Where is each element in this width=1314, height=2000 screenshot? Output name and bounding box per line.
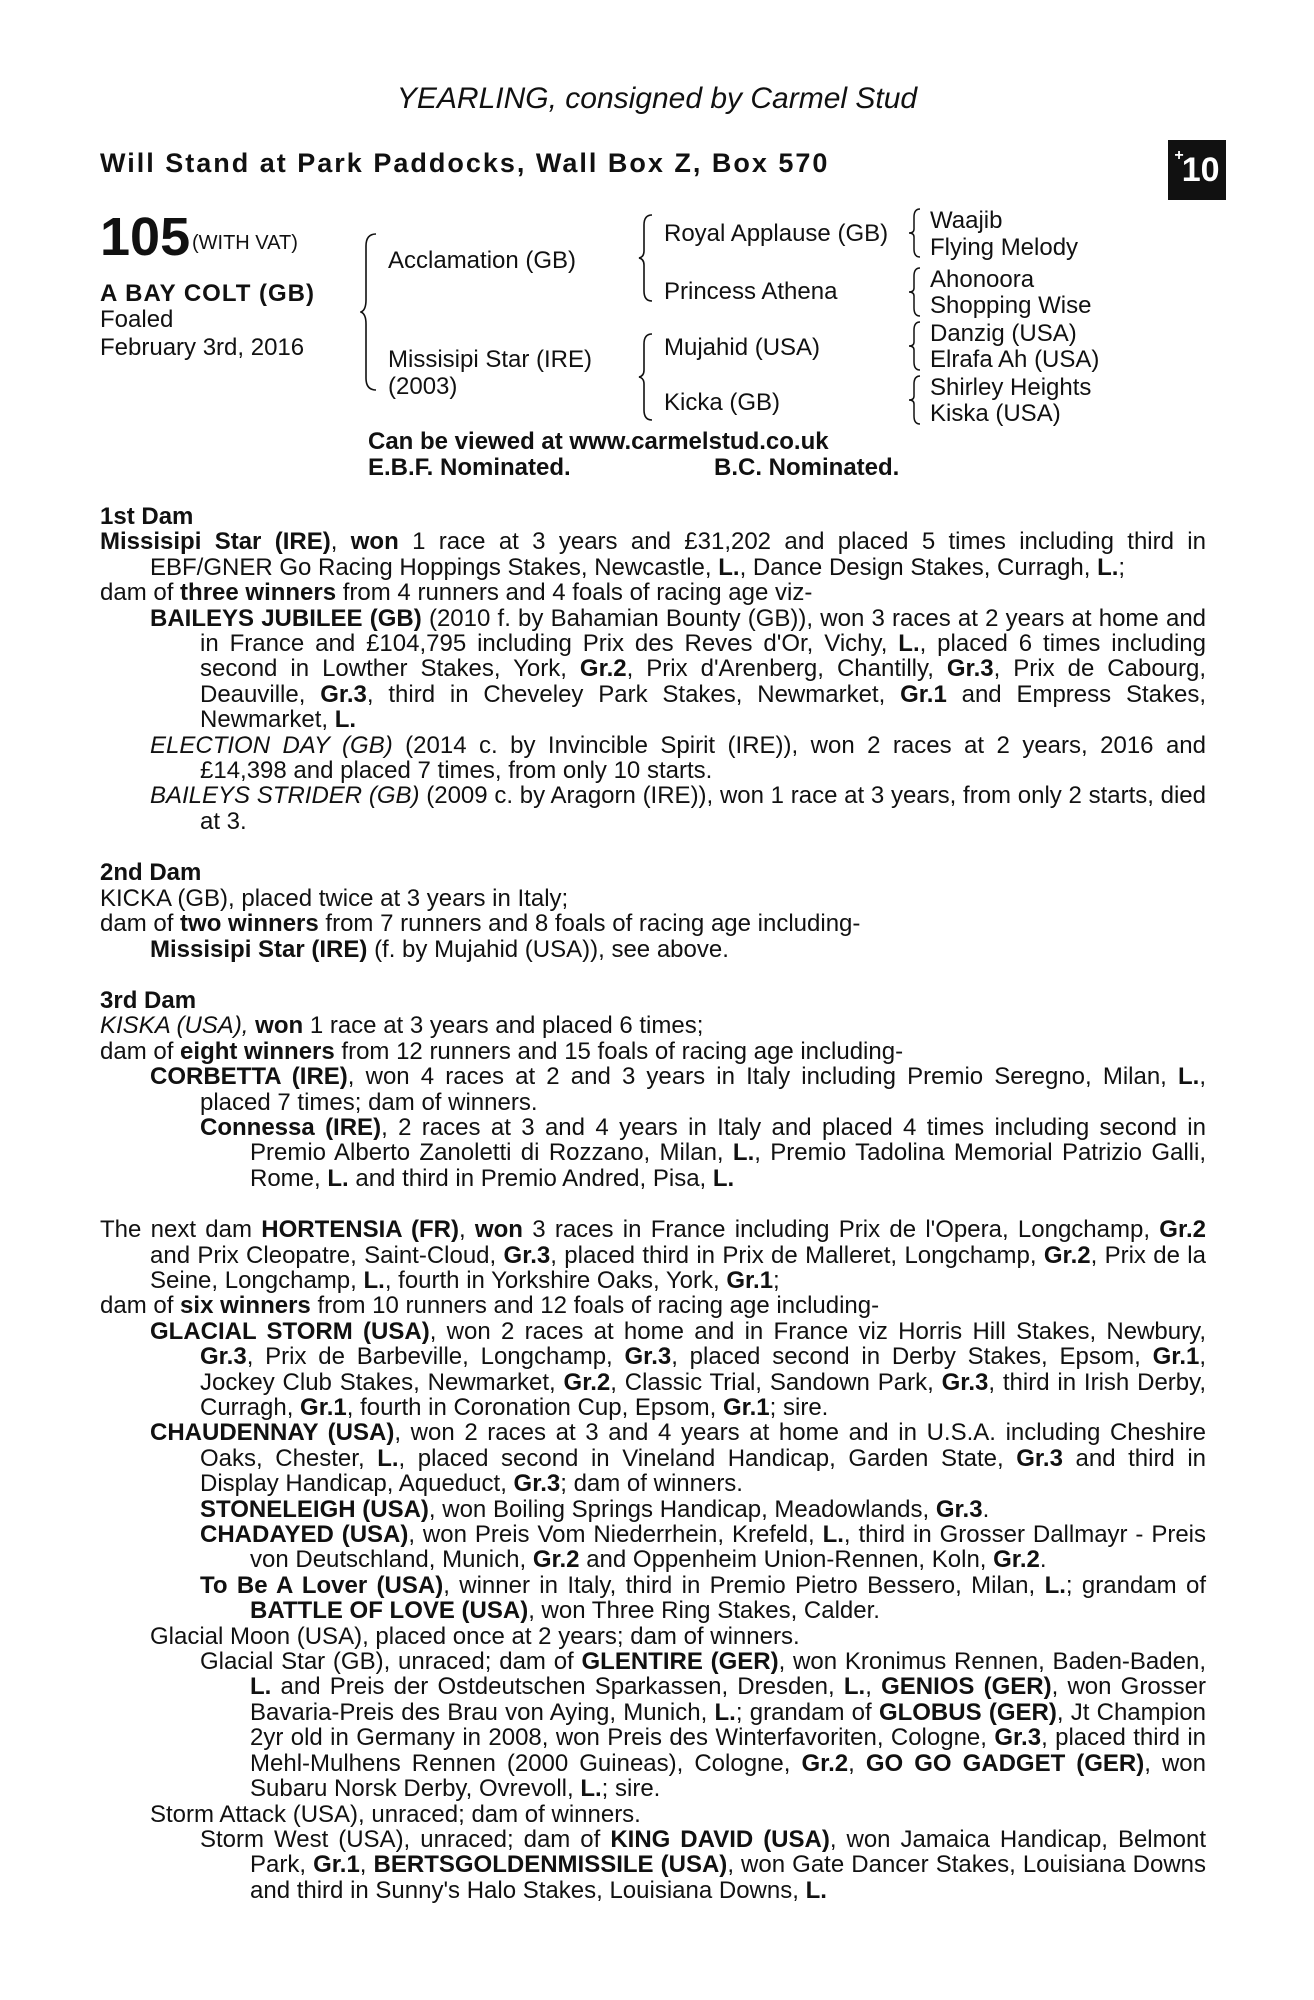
stand-location: Will Stand at Park Paddocks, Wall Box Z, Box 570 — [100, 148, 830, 178]
pedigree-brace-ggs1 — [908, 207, 924, 259]
third-dam-progeny-2: Connessa (IRE), 2 races at 3 and 4 years in Italy and placed 4 times including second in Premio Alberto Zanoletti di Rozzano, Milan, L., Premio Tadolina Memorial Patrizio Galli, Rome, L. and third in Premio Andred, Pisa, L. — [200, 1113, 1206, 1192]
pedigree-ggs-5: Danzig (USA) — [930, 320, 1077, 347]
to-be-a-lover-entry: To Be A Lover (USA), winner in Italy, third in Premio Pietro Bessero, Milan, L.; grandam of BATTLE OF LOVE (USA), won Three Ring Stakes, Calder. — [200, 1571, 1207, 1625]
first-dam-heading: 1st Dam — [100, 503, 194, 530]
consignment-title: YEARLING, consigned by Carmel Stud — [396, 82, 918, 115]
next-dam-produce: dam of six winners from 10 runners and 12 foals of racing age including- — [100, 1292, 880, 1320]
third-dam-record: KISKA (USA), won 1 race at 3 years and placed 6 times; — [100, 1012, 704, 1040]
foaled-date: February 3rd, 2016 — [100, 334, 305, 361]
third-dam-heading: 3rd Dam — [100, 986, 197, 1014]
viewing-note: Can be viewed at www.carmelstud.co.uk — [368, 428, 829, 455]
pedigree-sire: Acclamation (GB) — [388, 247, 577, 274]
catalogue-body — [100, 504, 1206, 1903]
pedigree-ggs-6: Elrafa Ah (USA) — [930, 346, 1100, 373]
next-dam-record: The next dam HORTENSIA (FR), won 3 races in France including Prix de l'Opera, Longchamp, Gr.2 and Prix Cleopatre, Saint-Cloud, Gr.3, placed third in Prix de Malleret, Longchamp, Gr.2, Prix de la Seine, Longchamp, L., fourth in Yorkshire Oaks, York, Gr.1; — [100, 1216, 1206, 1294]
pedigree-dam-year: (2003) — [388, 373, 458, 400]
badge-number: 10 — [1181, 151, 1220, 189]
chadayed-entry: CHADAYED (USA), won Preis Vom Niederrhein, Krefeld, L., third in Grosser Dallmayr - Preis von Deutschland, Munich, Gr.2 and Oppenheim Union-Rennen, Koln, Gr.2. — [200, 1521, 1206, 1574]
pedigree-ggs-4: Shopping Wise — [930, 292, 1092, 319]
first-dam-record: Missisipi Star (IRE), won 1 race at 3 years and £31,202 and placed 5 times including third in EBF/GNER Go Racing Hoppings Stakes, Newcastle, L., Dance Design Stakes, Curragh, L.; — [100, 528, 1206, 581]
lot-badge — [1168, 140, 1226, 200]
pedigree-ggs-7: Shirley Heights — [930, 374, 1092, 401]
lot-vat: (WITH VAT) — [192, 232, 298, 254]
glacial-star-entry: Glacial Star (GB), unraced; dam of GLENTIRE (GER), won Kronimus Rennen, Baden-Baden, L. and Preis der Ostdeutschen Sparkassen, Dresden, L., GENIOS (GER), won Grosser Bavaria-Preis des Brau von Aying, Munich, L.; grandam of GLOBUS (GER), Jt Champion 2yr old in Germany in 2008, won Preis des Winterfavoriten, Cologne, Gr.3, placed third in Mehl-Mulhens Rennen (2000 Guineas), Cologne, Gr.2, GO GO GADGET (GER), won Subaru Norsk Derby, Ovrevoll, L.; sire. — [200, 1648, 1207, 1803]
storm-attack-entry: Storm Attack (USA), unraced; dam of winners. — [150, 1800, 641, 1828]
pedigree-gs2: Princess Athena — [664, 278, 838, 305]
first-dam-produce: dam of three winners from 4 runners and 4 foals of racing age viz- — [100, 579, 813, 607]
second-dam-record: KICKA (GB), placed twice at 3 years in Italy; — [100, 884, 569, 912]
foaled-info — [100, 306, 304, 362]
second-dam-progeny-1: Missisipi Star (IRE) (f. by Mujahid (USA)), see above. — [150, 935, 729, 963]
glacial-moon-entry: Glacial Moon (USA), placed once at 2 years; dam of winners. — [150, 1622, 800, 1650]
storm-west-entry: Storm West (USA), unraced; dam of KING DAVID (USA), won Jamaica Handicap, Belmont Park, Gr.1, BERTSGOLDENMISSILE (USA), won Gate Dancer Stakes, Louisiana Downs and third in Sunny's Halo Stakes, Louisiana Downs, L. — [200, 1825, 1207, 1904]
badge-mark: + — [1174, 147, 1184, 164]
pedigree-ggs-8: Kiska (USA) — [930, 400, 1061, 427]
first-dam-progeny-1: BAILEYS JUBILEE (GB) (2010 f. by Bahamian Bounty (GB)), won 3 races at 2 years at home and in France and £104,795 including Prix des Reves d'Or, Vichy, L., placed 6 times including second in Lowther Stakes, York, Gr.2, Prix d'Arenberg, Chantilly, Gr.3, Prix de Cabourg, Deauville, Gr.3, third in Cheveley Park Stakes, Newmarket, Gr.1 and Empress Stakes, Newmarket, L. — [150, 604, 1207, 734]
chaudennay-entry: CHAUDENNAY (USA), won 2 races at 3 and 4 years at home and in U.S.A. including Cheshire Oaks, Chester, L., placed second in Vineland Handicap, Garden State, Gr.3 and third in Display Handicap, Aqueduct, Gr.3; dam of winners. — [150, 1419, 1207, 1498]
lot-title: A BAY COLT (GB) — [100, 280, 316, 307]
pedigree-gs3: Mujahid (USA) — [664, 334, 821, 361]
ebf-nominated: E.B.F. Nominated. — [368, 454, 571, 481]
pedigree-brace-sire-parents — [638, 213, 656, 303]
pedigree-gs1: Royal Applause (GB) — [664, 220, 889, 247]
pedigree-brace-ggs3 — [908, 320, 924, 372]
lot-number: 105 — [100, 207, 191, 267]
pedigree-brace-sire-dam — [360, 232, 380, 392]
pedigree-gs4: Kicka (GB) — [664, 389, 781, 416]
third-dam-progeny-1: CORBETTA (IRE), won 4 races at 2 and 3 years in Italy including Premio Seregno, Milan, L., placed 7 times; dam of winners. — [150, 1063, 1207, 1116]
first-dam-progeny-3: BAILEYS STRIDER (GB) (2009 c. by Aragorn (IRE)), won 1 race at 3 years, from only 2 starts, died at 3. — [150, 782, 1207, 835]
pedigree-ggs-2: Flying Melody — [930, 234, 1079, 261]
second-dam-heading: 2nd Dam — [100, 859, 202, 887]
pedigree-brace-ggs4 — [908, 374, 924, 426]
pedigree-ggs-3: Ahonoora — [930, 266, 1035, 293]
glacial-storm-entry: GLACIAL STORM (USA), won 2 races at home and in France viz Horris Hill Stakes, Newbury, Gr.3, Prix de Barbeville, Longchamp, Gr.3, placed second in Derby Stakes, Epsom, Gr.1, Jockey Club Stakes, Newmarket, Gr.2, Classic Trial, Sandown Park, Gr.3, third in Irish Derby, Curragh, Gr.1, fourth in Coronation Cup, Epsom, Gr.1; sire. — [150, 1317, 1207, 1421]
pedigree-dam: Missisipi Star (IRE) — [388, 346, 593, 373]
first-dam-progeny-2: ELECTION DAY (GB) (2014 c. by Invincible Spirit (IRE)), won 2 races at 2 years, 2016 and £14,398 and placed 7 times, from only 10 starts. — [150, 731, 1206, 785]
stoneleigh-entry: STONELEIGH (USA), won Boiling Springs Handicap, Meadowlands, Gr.3. — [200, 1495, 990, 1523]
pedigree-ggs-1: Waajib — [930, 207, 1003, 234]
second-dam-produce: dam of two winners from 7 runners and 8 foals of racing age including- — [100, 910, 861, 938]
bc-nominated: B.C. Nominated. — [714, 454, 900, 481]
pedigree-brace-dam-parents — [638, 332, 656, 422]
third-dam-produce: dam of eight winners from 12 runners and 15 foals of racing age including- — [100, 1037, 904, 1065]
foaled-label: Foaled — [100, 306, 174, 333]
pedigree-brace-ggs2 — [908, 266, 924, 318]
